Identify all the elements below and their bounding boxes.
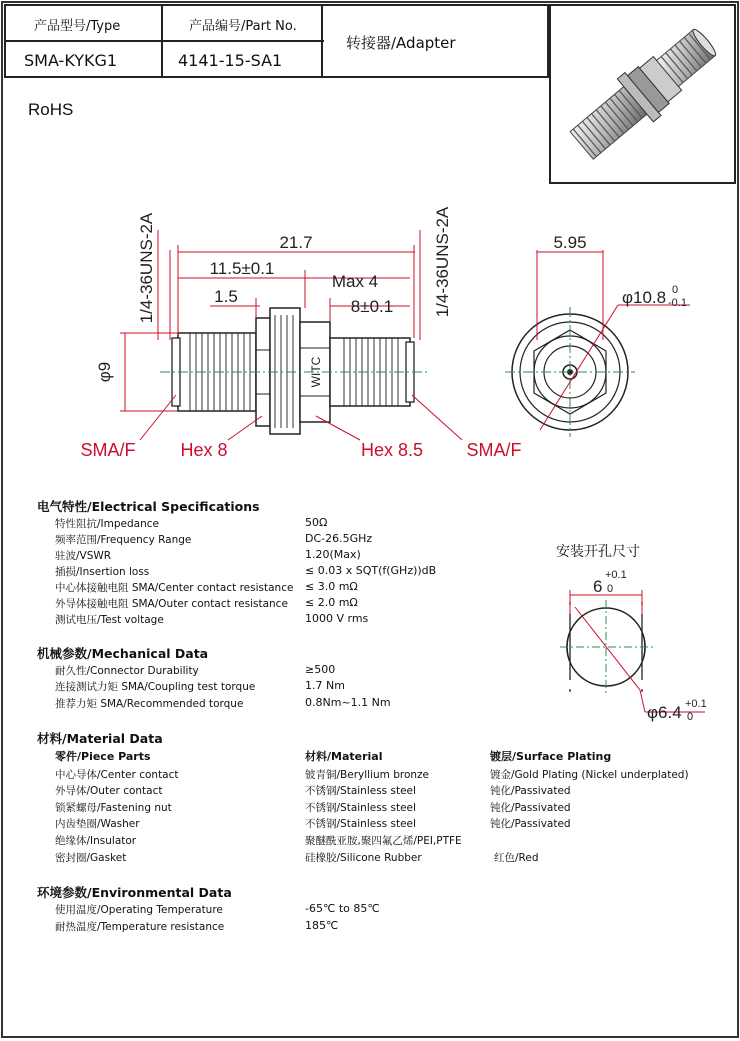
mat-plating: 镀金/Gold Plating (Nickel underplated): [490, 769, 689, 781]
env-label: 使用温度/Operating Temperature: [55, 904, 223, 916]
cutout-dim-dia64: φ6.4: [647, 703, 682, 722]
col-plating-header: 镀层/Surface Plating: [490, 750, 612, 763]
mat-part: 外导体/Outer contact: [55, 785, 163, 797]
env-label: 耐热温度/Temperature resistance: [55, 921, 225, 933]
mat-part: 中心导体/Center contact: [55, 769, 179, 781]
label-sma-f-right: SMA/F: [466, 440, 522, 460]
elec-value: ≤ 2.0 mΩ: [305, 596, 358, 609]
mechanical-title: 机械参数/Mechanical Data: [37, 646, 209, 661]
mat-material: 聚醚酰亚胺,聚四氟乙烯/PEI,PTFE: [305, 835, 462, 847]
mech-label: 推荐力矩 SMA/Recommended torque: [55, 698, 244, 710]
mech-label: 耐久性/Connector Durability: [55, 665, 199, 677]
body-marking: WITC: [309, 356, 323, 388]
label-hex8-5: Hex 8.5: [360, 440, 424, 460]
elec-value: ≤ 3.0 mΩ: [305, 580, 358, 593]
thread-left: 1/4-36UNS-2A: [137, 212, 156, 324]
col-parts-header: 零件/Piece Parts: [55, 750, 151, 763]
header-table: [4, 4, 549, 78]
mat-material: 硅橡胶/Silicone Rubber: [305, 852, 422, 864]
mat-part: 密封圈/Gasket: [55, 852, 127, 864]
mat-material: 铍青铜/Beryllium bronze: [305, 769, 430, 781]
dim-8: 8±0.1: [350, 297, 394, 316]
elec-value: 1.20(Max): [305, 548, 361, 561]
mat-material: 不锈钢/Stainless steel: [305, 818, 416, 830]
label-sma-f-left: SMA/F: [80, 440, 136, 460]
side-view: [160, 308, 430, 434]
panel-cutout-title: 安装开孔尺寸: [556, 544, 640, 560]
elec-label: 中心体接触电阻 SMA/Center contact resistance: [55, 582, 294, 594]
end-dim-dia108: φ10.8: [622, 288, 667, 307]
elec-label: 特性阻抗/Impedance: [55, 518, 159, 530]
dim-11-5: 11.5±0.1: [209, 259, 275, 278]
dim-1-5: 1.5: [214, 287, 238, 306]
product-photo: [549, 4, 736, 184]
electrical-title: 电气特性/Electrical Specifications: [37, 499, 260, 514]
cutout-dim-6-tol-upper: +0.1: [605, 569, 627, 581]
end-dim-tol-upper: 0: [672, 284, 679, 296]
env-value: -65℃ to 85℃: [305, 902, 380, 915]
mat-plating: 钝化/Passivated: [490, 785, 571, 797]
header-divider: [6, 40, 324, 42]
material-title: 材料/Material Data: [37, 731, 163, 746]
type-value: SMA-KYKG1: [24, 51, 118, 70]
part-label: 产品编号/Part No.: [189, 19, 297, 34]
cutout-dim-dia64-tol-lower: 0: [687, 711, 694, 723]
label-hex8: Hex 8: [180, 440, 228, 460]
mat-material: 不锈钢/Stainless steel: [305, 802, 416, 814]
elec-value: 50Ω: [305, 516, 328, 529]
panel-cutout-drawing: [545, 562, 725, 727]
cutout-dim-6-tol-lower: 0: [607, 583, 614, 595]
elec-value: 1000 V rms: [305, 612, 369, 625]
cutout-dim-dia64-tol-upper: +0.1: [685, 698, 707, 710]
rohs-mark: RoHS: [28, 100, 74, 119]
adapter-photo-illustration: [551, 6, 734, 182]
product-name: 转接器/Adapter: [346, 34, 456, 52]
mech-value: ≥500: [305, 663, 336, 676]
thread-right: 1/4-36UNS-2A: [433, 206, 452, 318]
env-value: 185℃: [305, 919, 339, 932]
elec-label: 测试电压/Test voltage: [55, 614, 164, 626]
type-label: 产品型号/Type: [34, 19, 121, 34]
mech-value: 0.8Nm~1.1 Nm: [305, 696, 391, 709]
mat-plating: 红色/Red: [494, 852, 539, 864]
mat-plating: 钝化/Passivated: [490, 818, 571, 830]
elec-value: ≤ 0.03 x SQT(f(GHz))dB: [305, 564, 437, 577]
elec-value: DC-26.5GHz: [305, 532, 373, 545]
environmental-title: 环境参数/Environmental Data: [37, 885, 232, 900]
elec-label: 插损/Insertion loss: [55, 566, 150, 578]
dim-total: 21.7: [279, 233, 313, 252]
cutout-dim-6: 6: [593, 577, 603, 596]
mat-material: 不锈钢/Stainless steel: [305, 785, 416, 797]
elec-label: 驻波/VSWR: [55, 550, 112, 562]
mat-plating: 钝化/Passivated: [490, 802, 571, 814]
end-dim-595: 5.95: [553, 233, 587, 252]
technical-drawing: [0, 190, 740, 480]
dim-dia9: φ9: [95, 361, 114, 383]
mech-value: 1.7 Nm: [305, 679, 345, 692]
col-material-header: 材料/Material: [305, 750, 383, 763]
mat-part: 内齿垫圈/Washer: [55, 818, 140, 830]
end-view: [505, 307, 635, 437]
elec-label: 频率范围/Frequency Range: [55, 534, 192, 546]
part-value: 4141-15-SA1: [178, 51, 283, 70]
mat-part: 绝缘体/Insulator: [55, 835, 137, 847]
mech-label: 连接测试力矩 SMA/Coupling test torque: [55, 681, 256, 693]
end-dim-tol-lower: -0.1: [668, 297, 687, 309]
elec-label: 外导体接触电阻 SMA/Outer contact resistance: [55, 598, 288, 610]
dim-max4: Max 4: [331, 272, 379, 291]
mat-part: 锁紧螺母/Fastening nut: [55, 802, 172, 814]
